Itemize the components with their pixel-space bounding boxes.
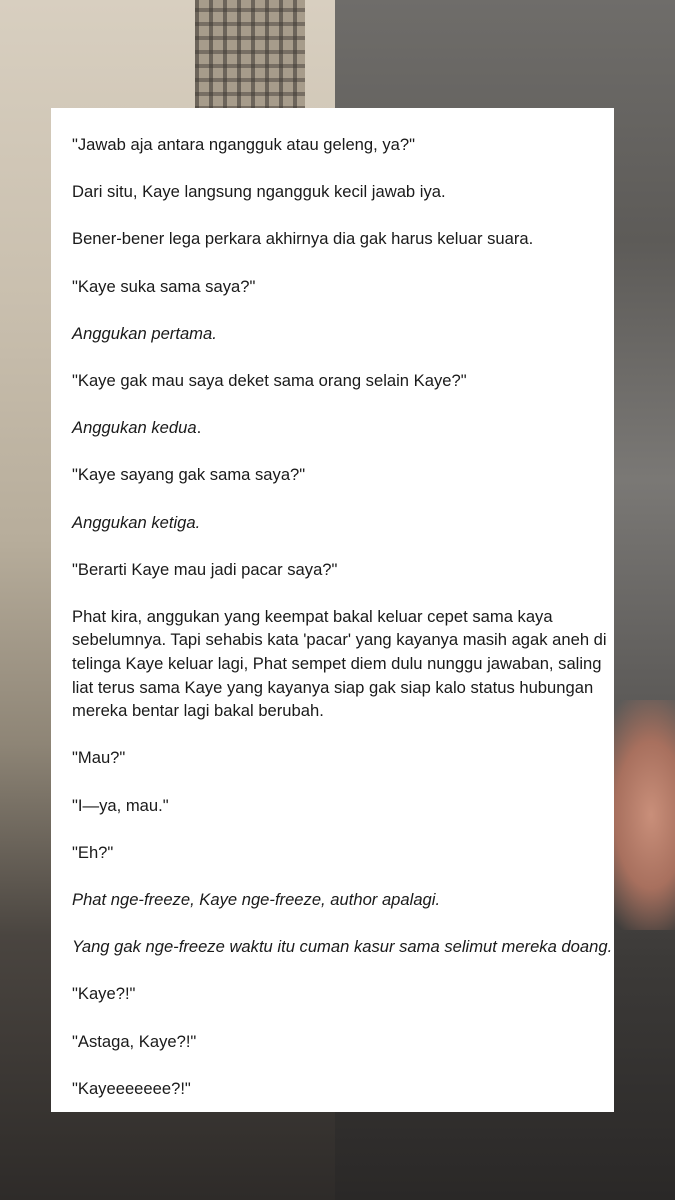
- paragraph-text: "Kaye sayang gak sama saya?": [72, 465, 306, 485]
- paragraph: [72, 511, 617, 535]
- paragraph: [72, 180, 617, 204]
- paragraph: [72, 935, 617, 959]
- paragraph: [72, 1077, 617, 1101]
- paragraph: [72, 1030, 617, 1054]
- paragraph-text: Dari situ, Kaye langsung ngangguk kecil jawab iya.: [72, 182, 446, 202]
- paragraph: [72, 558, 617, 582]
- paragraph-text: "Kaye gak mau saya deket sama orang selain Kaye?": [72, 370, 467, 390]
- paragraph-text: Yang gak nge-freeze waktu itu cuman kasur sama selimut mereka doang.: [72, 937, 613, 957]
- paragraph-text: "Eh?": [72, 842, 114, 862]
- background-plaid-fabric: [195, 0, 305, 110]
- paragraph-text: "Astaga, Kaye?!": [72, 1031, 197, 1051]
- paragraph-text: Bener-bener lega perkara akhirnya dia gak harus keluar suara.: [72, 229, 534, 249]
- paragraph-text: "Kaye suka sama saya?": [72, 276, 256, 296]
- paragraph: [72, 982, 617, 1006]
- paragraph: [72, 275, 617, 299]
- paragraph: [72, 794, 617, 818]
- paragraph: [72, 841, 617, 865]
- paragraph: [72, 888, 617, 912]
- text-card: [51, 108, 614, 1112]
- paragraph-text: Phat nge-freeze, Kaye nge-freeze, author apalagi.: [72, 890, 441, 909]
- paragraph-text: "Mau?": [72, 748, 126, 768]
- paragraph: [72, 605, 617, 723]
- paragraph: [72, 463, 617, 487]
- paragraph-text: Anggukan kedua: [72, 418, 197, 438]
- paragraph-text: "Berarti Kaye mau jadi pacar saya?": [72, 559, 338, 579]
- paragraph: [72, 416, 617, 440]
- paragraph: [72, 133, 617, 157]
- paragraph-text: Phat kira, anggukan yang keempat bakal keluar cepet sama kaya sebelumnya. Tapi sehabis kata 'pacar' yang kayanya masih agak aneh di telinga Kaye keluar lagi, Phat sempet diem dulu nunggu jawaban, saling liat terus sama Kaye yang kayanya siap gak siap kalo status hubungan mereka bentar lagi bakal berubah.: [72, 606, 607, 721]
- paragraph-text: "Kaye?!": [72, 984, 136, 1004]
- paragraph-text: Anggukan pertama.: [72, 323, 217, 343]
- paragraph: [72, 746, 617, 770]
- paragraph: [72, 227, 617, 251]
- paragraph-text: "Kayeeeeeee?!": [72, 1078, 191, 1098]
- paragraph-suffix: .: [196, 418, 202, 438]
- paragraph-text: "Jawab aja antara ngangguk atau geleng, ya?": [72, 135, 415, 154]
- paragraph: [72, 369, 617, 393]
- story-text: [72, 133, 617, 1100]
- paragraph-text: "I—ya, mau.": [72, 795, 169, 815]
- paragraph: [72, 322, 617, 346]
- paragraph-text: Anggukan ketiga.: [72, 512, 201, 532]
